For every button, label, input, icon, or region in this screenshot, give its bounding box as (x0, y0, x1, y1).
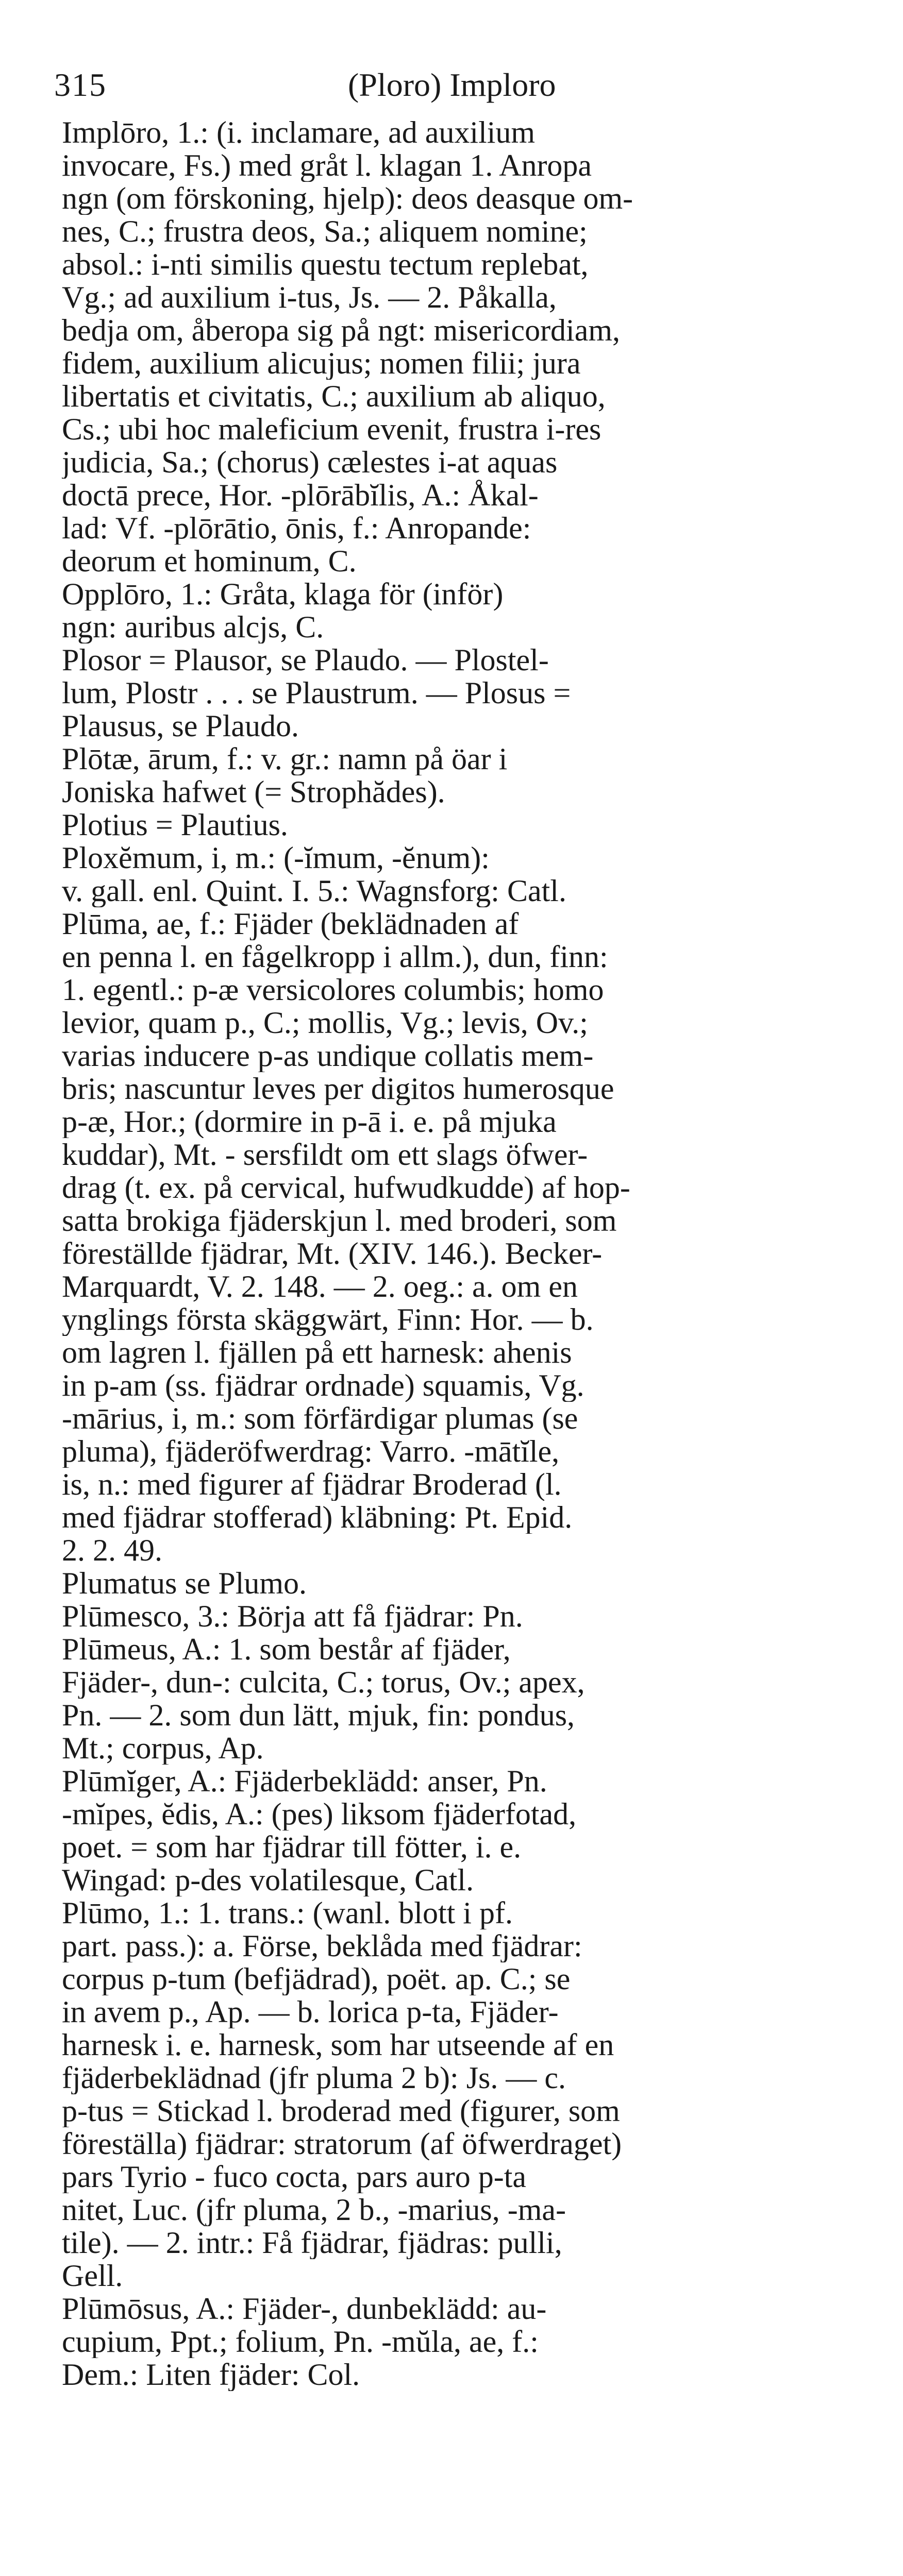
text-line: Opplōro, 1.: Gråta, klaga för (inför) (62, 578, 504, 611)
text-line: tile). — 2. intr.: Få fjädrar, fjädras: pulli, (62, 2226, 562, 2259)
text-line: lad: Vf. -plōrātio, ōnis, f.: Anropande: (62, 512, 531, 545)
text-line: doctā prece, Hor. -plōrābĭlis, A.: Åkal- (62, 479, 539, 512)
text-line: en penna l. en fågelkropp i allm.), dun, finn: (62, 940, 608, 973)
text-line: lum, Plostr . . . se Plaustrum. — Plosus = (62, 676, 571, 709)
text-line: cupium, Ppt.; folium, Pn. -mŭla, ae, f.: (62, 2325, 539, 2358)
text-line: 2. 2. 49. (62, 1534, 162, 1567)
text-line: bedja om, åberopa sig på ngt: misericordiam, (62, 314, 621, 347)
text-line: -mārius, i, m.: som förfärdigar plumas (se (62, 1402, 578, 1435)
text-line: Implōro, 1.: (i. inclamare, ad auxilium (62, 116, 536, 149)
text-line: ngn: auribus alcjs, C. (62, 611, 324, 643)
text-line: poet. = som har fjädrar till fötter, i. e. (62, 1831, 522, 1863)
text-line: p-tus = Stickad l. broderad med (figurer, som (62, 2094, 620, 2127)
text-line: fjäderbeklädnad (jfr pluma 2 b): Js. — c. (62, 2061, 566, 2094)
text-line: Plumatus se Plumo. (62, 1567, 307, 1600)
page-number: 315 (54, 66, 107, 103)
text-line: is, n.: med figurer af fjädrar Broderad (l. (62, 1468, 562, 1501)
running-head (54, 57, 848, 113)
text-line: judicia, Sa.; (chorus) cælestes i-at aquas (62, 446, 558, 479)
text-line: libertatis et civitatis, C.; auxilium ab aliquo, (62, 380, 606, 413)
text-line: ngn (om förskoning, hjelp): deos deasque om- (62, 182, 633, 215)
text-line: nitet, Luc. (jfr pluma, 2 b., -marius, -ma- (62, 2193, 566, 2226)
text-line: drag (t. ex. på cervical, hufwudkudde) af hop- (62, 1171, 630, 1204)
text-line: Plūmĭger, A.: Fjäderbeklädd: anser, Pn. (62, 1765, 547, 1798)
text-line: pars Tyrio - fuco cocta, pars auro p-ta (62, 2160, 526, 2193)
text-line: nes, C.; frustra deos, Sa.; aliquem nomine; (62, 215, 588, 248)
text-line: invocare, Fs.) med gråt l. klagan 1. Anropa (62, 149, 592, 182)
running-head-title: (Ploro) Imploro (348, 66, 556, 103)
text-line: Marquardt, V. 2. 148. — 2. oeg.: a. om en (62, 1270, 578, 1303)
text-line: Plotius = Plautius. (62, 808, 288, 841)
text-line: Fjäder-, dun-: culcita, C.; torus, Ov.; apex, (62, 1666, 585, 1699)
text-line: Plūma, ae, f.: Fjäder (beklädnaden af (62, 907, 519, 940)
text-line: in p-am (ss. fjädrar ordnade) squamis, Vg. (62, 1369, 584, 1402)
text-line: satta brokiga fjäderskjun l. med broderi, som (62, 1204, 617, 1237)
text-line: -mĭpes, ĕdis, A.: (pes) liksom fjäderfotad, (62, 1798, 577, 1831)
text-line: Dem.: Liten fjäder: Col. (62, 2358, 360, 2391)
text-line: 1. egentl.: p-æ versicolores columbis; homo (62, 973, 604, 1006)
text-line: Plausus, se Plaudo. (62, 709, 299, 742)
text-line: Plōtæ, ārum, f.: v. gr.: namn på öar i (62, 742, 508, 775)
text-line: Plūmo, 1.: 1. trans.: (wanl. blott i pf. (62, 1896, 513, 1929)
text-line: Mt.; corpus, Ap. (62, 1732, 264, 1765)
text-line: varias inducere p-as undique collatis mem- (62, 1039, 594, 1072)
text-line: corpus p-tum (befjädrad), poët. ap. C.; se (62, 1962, 571, 1995)
text-line: Pn. — 2. som dun lätt, mjuk, fin: pondus, (62, 1699, 575, 1732)
text-line: Gell. (62, 2259, 123, 2292)
text-line: med fjädrar stofferad) kläbning: Pt. Epid. (62, 1501, 573, 1534)
text-line: fidem, auxilium alicujus; nomen filii; jura (62, 347, 581, 380)
text-line: levior, quam p., C.; mollis, Vg.; levis, Ov.; (62, 1006, 588, 1039)
text-line: Vg.; ad auxilium i-tus, Js. — 2. Påkalla, (62, 281, 557, 314)
text-line: deorum et hominum, C. (62, 545, 357, 578)
text-line: Plosor = Plausor, se Plaudo. — Plostel- (62, 643, 549, 676)
text-line: pluma), fjäderöfwerdrag: Varro. -mātĭle, (62, 1435, 560, 1468)
text-line: Plūmesco, 3.: Börja att få fjädrar: Pn. (62, 1600, 523, 1633)
text-line: om lagren l. fjällen på ett harnesk: ahenis (62, 1336, 572, 1369)
text-line: p-æ, Hor.; (dormire in p-ā i. e. på mjuka (62, 1105, 557, 1138)
text-line: Cs.; ubi hoc maleficium evenit, frustra i-res (62, 413, 601, 446)
text-line: föreställa) fjädrar: stratorum (af öfwerdraget) (62, 2127, 622, 2160)
text-line: Joniska hafwet (= Strophădes). (62, 775, 445, 808)
text-line: Wingad: p-des volatilesque, Catl. (62, 1863, 474, 1896)
text-line: in avem p., Ap. — b. lorica p-ta, Fjäder- (62, 1995, 559, 2028)
text-line: v. gall. enl. Quint. I. 5.: Wagnsforg: Catl. (62, 874, 566, 907)
text-line: Plūmōsus, A.: Fjäder-, dunbeklädd: au- (62, 2292, 547, 2325)
dictionary-body (62, 116, 850, 2391)
text-line: ynglings första skäggwärt, Finn: Hor. — b. (62, 1303, 594, 1336)
text-line: kuddar), Mt. - sersfildt om ett slags öfwer- (62, 1138, 588, 1171)
text-line: bris; nascuntur leves per digitos humerosque (62, 1072, 614, 1105)
text-line: harnesk i. e. harnesk, som har utseende af en (62, 2028, 614, 2061)
text-line: Plūmeus, A.: 1. som består af fjäder, (62, 1633, 511, 1666)
text-line: föreställde fjädrar, Mt. (XIV. 146.). Becker- (62, 1237, 603, 1270)
text-line: part. pass.): a. Förse, beklåda med fjädrar: (62, 1929, 582, 1962)
text-line: Ploxĕmum, i, m.: (-ĭmum, -ĕnum): (62, 841, 490, 874)
text-line: absol.: i-nti similis questu tectum replebat, (62, 248, 589, 281)
